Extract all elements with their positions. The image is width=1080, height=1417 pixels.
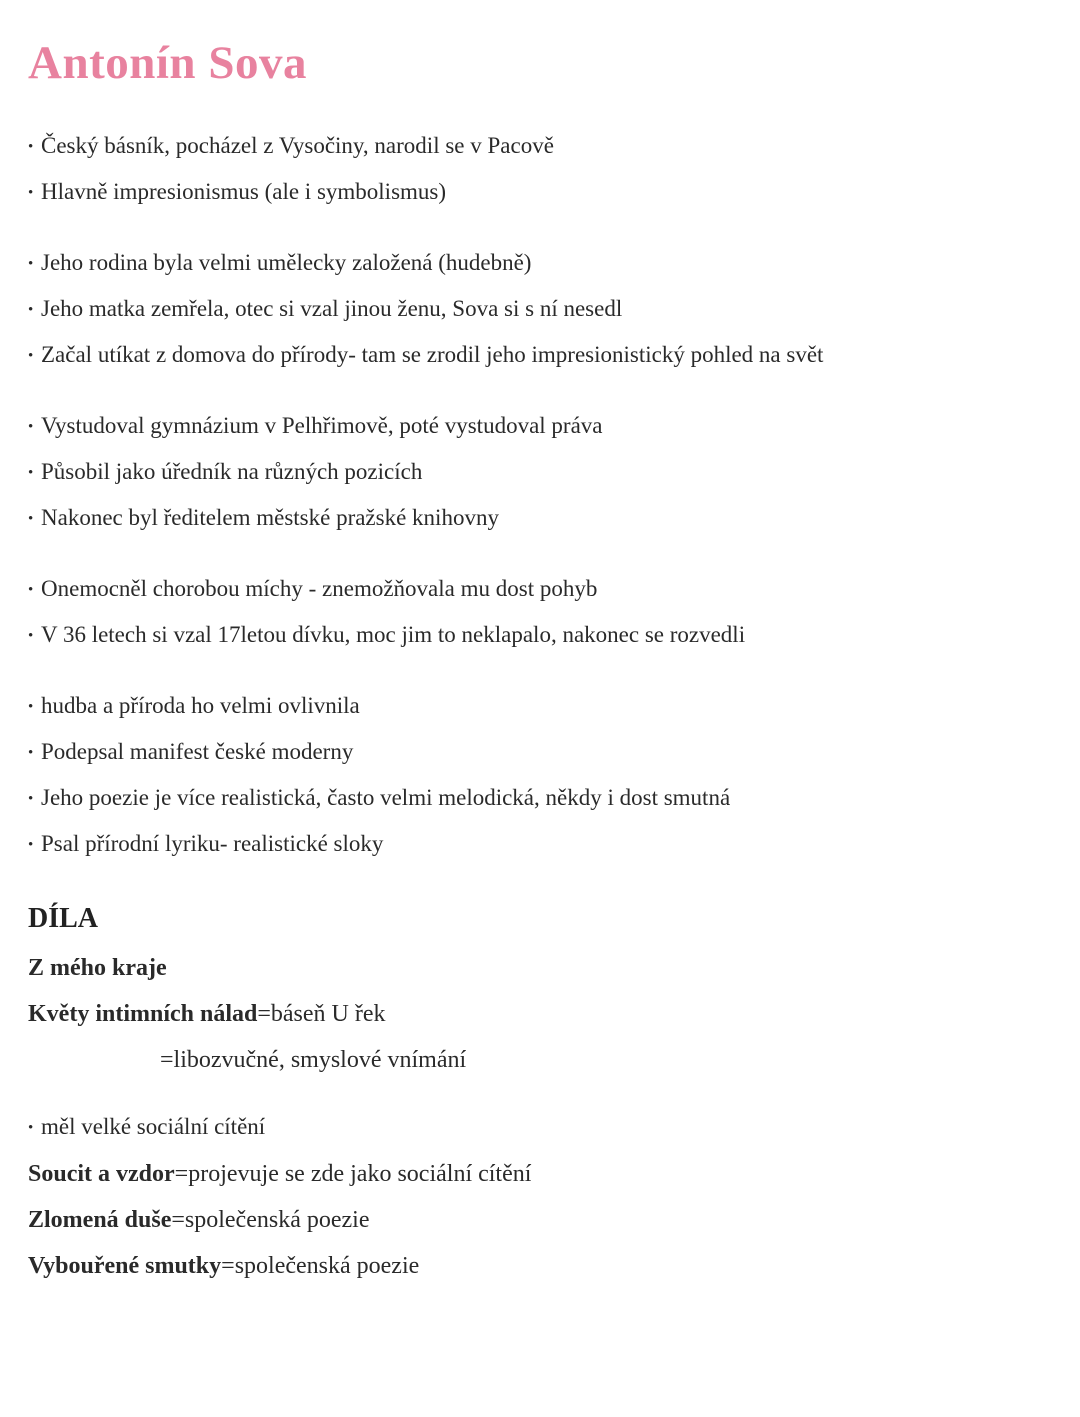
bullet-icon: •: [28, 791, 34, 808]
work-entry-continuation: [28, 1047, 1040, 1073]
bullet-item: [28, 740, 1040, 765]
work-entry: [28, 1001, 1040, 1027]
bullet-icon: •: [28, 419, 34, 436]
bullet-text: Začal utíkat z domova do přírody- tam se zrodil jeho impresionistický pohled na svět: [41, 342, 824, 368]
bullet-item: [28, 832, 1040, 857]
bullet-group-style: [28, 694, 1040, 857]
bullet-icon: •: [28, 302, 34, 319]
bullet-icon: •: [28, 699, 34, 716]
bullet-item: [28, 251, 1040, 276]
bullet-icon: •: [28, 582, 34, 599]
bullet-icon: •: [28, 256, 34, 273]
bullet-text: Psal přírodní lyriku- realistické sloky: [41, 831, 384, 857]
bullet-text: Nakonec byl ředitelem městské pražské knihovny: [41, 505, 499, 531]
bullet-text: Hlavně impresionismus (ale i symbolismus): [41, 179, 447, 205]
bullet-text: Onemocněl chorobou míchy - znemožňovala mu dost pohyb: [41, 576, 598, 602]
bullet-group-health: [28, 577, 1040, 648]
page-title: Antonín Sova: [28, 37, 307, 89]
work-note: =projevuje se zde jako sociální cítění: [174, 1161, 532, 1188]
bullet-icon: •: [28, 185, 34, 202]
bullet-item: [28, 694, 1040, 719]
bullet-text: Český básník, pocházel z Vysočiny, narodil se v Pacově: [41, 133, 554, 159]
bullet-icon: •: [28, 511, 34, 528]
bullet-text: V 36 letech si vzal 17letou dívku, moc jim to neklapalo, nakonec se rozvedli: [41, 622, 746, 648]
bullet-text: Působil jako úředník na různých pozicích: [41, 459, 423, 485]
bullet-text: hudba a příroda ho velmi ovlivnila: [41, 693, 360, 719]
work-name: Soucit a vzdor: [28, 1161, 175, 1188]
bullet-group-family: [28, 251, 1040, 368]
work-name: Z mého kraje: [28, 955, 167, 982]
bullet-group-education: [28, 414, 1040, 531]
bullet-item: [28, 577, 1040, 602]
bullet-item: [28, 134, 1040, 159]
bullet-item: [28, 297, 1040, 322]
work-note: =libozvučné, smyslové vnímání: [160, 1047, 467, 1074]
bullet-icon: •: [28, 628, 34, 645]
bullet-text: Jeho rodina byla velmi umělecky založená (hudebně): [41, 250, 532, 276]
bullet-icon: •: [28, 465, 34, 482]
bullet-icon: •: [28, 745, 34, 762]
bullet-item: [28, 506, 1040, 531]
bullet-icon: •: [28, 837, 34, 854]
bullet-group-origin: [28, 134, 1040, 205]
work-note: =společenská poezie: [221, 1253, 420, 1280]
bullet-item: [28, 414, 1040, 439]
bullet-icon: •: [28, 139, 34, 156]
bullet-item: [28, 786, 1040, 811]
works-heading: DÍLA: [28, 903, 99, 935]
work-note: =báseň U řek: [257, 1001, 386, 1028]
bullet-item: [28, 343, 1040, 368]
bullet-icon: •: [28, 1120, 34, 1137]
work-name: Květy intimních nálad: [28, 1001, 258, 1028]
works-section: [28, 903, 1040, 1073]
bullet-icon: •: [28, 348, 34, 365]
social-poetry-section: [28, 1115, 1040, 1279]
work-entry: [28, 955, 1040, 981]
bullet-item: [28, 1115, 1040, 1140]
work-note: =společenská poezie: [171, 1207, 370, 1234]
bullet-item: [28, 180, 1040, 205]
bullet-text: Jeho matka zemřela, otec si vzal jinou ženu, Sova si s ní nesedl: [41, 296, 623, 322]
work-entry: [28, 1207, 1040, 1233]
notes-section: [28, 134, 1040, 857]
work-name: Zlomená duše: [28, 1207, 172, 1234]
bullet-text: Podepsal manifest české moderny: [41, 739, 354, 765]
bullet-text: Jeho poezie je více realistická, často velmi melodická, někdy i dost smutná: [41, 785, 731, 811]
bullet-text: Vystudoval gymnázium v Pelhřimově, poté vystudoval práva: [41, 413, 603, 439]
bullet-text: měl velké sociální cítění: [41, 1114, 266, 1140]
bullet-item: [28, 460, 1040, 485]
work-entry: [28, 1161, 1040, 1187]
bullet-item: [28, 623, 1040, 648]
work-name: Vybouřené smutky: [28, 1253, 222, 1280]
work-entry: [28, 1253, 1040, 1279]
